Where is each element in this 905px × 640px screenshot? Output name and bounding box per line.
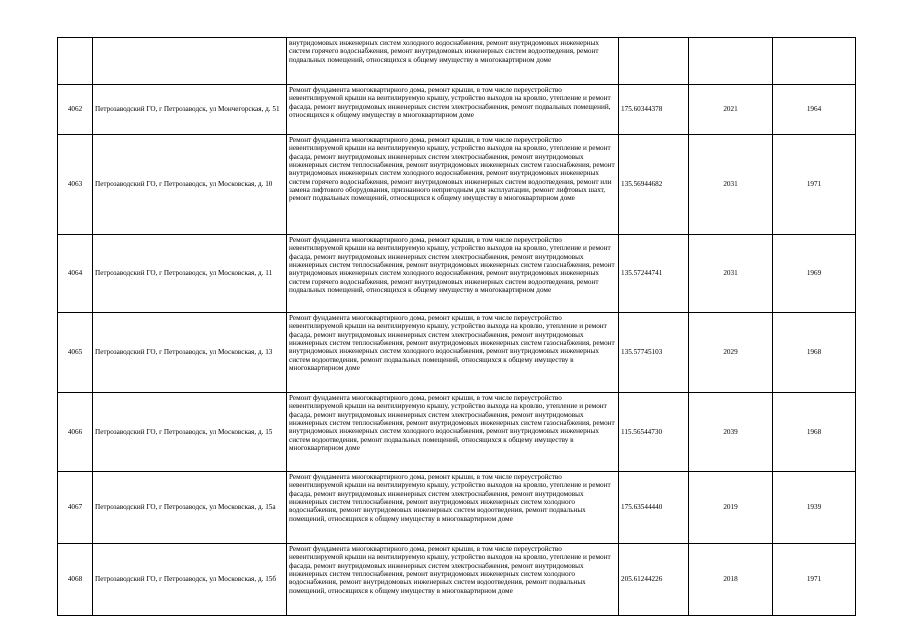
repair-year-cell: 2029: [689, 313, 773, 393]
table-row: [58, 38, 856, 85]
address-cell: Петрозаводский ГО, г Петрозаводск, ул Московская, д. 13: [93, 313, 287, 393]
repair-year-cell: 2039: [689, 393, 773, 472]
area-cell: 205.61244226: [619, 544, 689, 616]
repair-year-cell: 2031: [689, 235, 773, 313]
works-cell: Ремонт фундамента многоквартирного дома, ремонт крыши, в том числе переустройство невентилируемой крыши на вентилируемую крышу, устройство выходов на кровлю, утепление и ремонт фасада, ремонт внутридомовых инженерных систем электроснабжения, ремонт внутридомовых инженерных систем теплоснабжения, ремонт внутридомовых инженерных систем холодного водоснабжения, ремонт внутридомовых инженерных систем водоотведения, ремонт подвальных помещений, относящихся к общему имуществу в многоквартирном доме: [287, 472, 619, 544]
area-cell: 175.63544440: [619, 472, 689, 544]
table-row: [58, 313, 856, 393]
table-row: [58, 472, 856, 544]
address-cell: Петрозаводский ГО, г Петрозаводск, ул Московская, д. 11: [93, 235, 287, 313]
built-year-cell: [773, 38, 856, 85]
built-year-cell: 1968: [773, 313, 856, 393]
table-row: [58, 544, 856, 616]
row-number: 4068: [58, 544, 93, 616]
works-cell: Ремонт фундамента многоквартирного дома, ремонт крыши, в том числе переустройство невентилируемой крыши на вентилируемую крышу, устройство выходов на кровлю, утепление и ремонт фасада, ремонт внутридомовых инженерных систем электроснабжения, ремонт внутридомовых инженерных систем теплоснабжения, ремонт внутридомовых инженерных систем холодного водоснабжения, ремонт внутридомовых инженерных систем водоотведения, ремонт подвальных помещений, относящихся к общему имуществу в многоквартирном доме: [287, 544, 619, 616]
table-row: [58, 85, 856, 135]
works-cell: Ремонт фундамента многоквартирного дома, ремонт крыши, в том числе переустройство невентилируемой крыши на вентилируемую крышу, устройство выходов на кровлю, утепление и ремонт фасада, ремонт внутридомовых инженерных систем электроснабжения, ремонт внутридомовых инженерных систем теплоснабжения, ремонт внутридомовых инженерных систем газоснабжения, ремонт внутридомовых инженерных систем холодного водоснабжения, ремонт внутридомовых инженерных систем горячего водоснабжения, ремонт внутридомовых инженерных систем водоотведения, ремонт подвальных помещений, относящихся к общему имуществу в многоквартирном доме: [287, 235, 619, 313]
works-cell: Ремонт фундамента многоквартирного дома, ремонт крыши, в том числе переустройство невентилируемой крыши на вентилируемую крышу, устройство выхода на кровлю, утепление и ремонт фасада, ремонт внутридомовых инженерных систем электроснабжения, ремонт внутридомовых инженерных систем теплоснабжения, ремонт внутридомовых инженерных систем газоснабжения, ремонт внутридомовых инженерных систем холодного водоснабжения, ремонт внутридомовых инженерных систем водоотведения, ремонт подвальных помещений, относящихся к общему имуществу в многоквартирном доме: [287, 393, 619, 472]
works-cell: Ремонт фундамента многоквартирного дома, ремонт крыши, в том числе переустройство невентилируемой крыши на вентилируемую крышу, устройство выходов на кровлю, утепление и ремонт фасада, ремонт внутридомовых инженерных систем электроснабжения, ремонт подвальных помещений, относящихся к общему имуществу в многоквартирном доме: [287, 85, 619, 135]
repair-year-cell: 2021: [689, 85, 773, 135]
table-row: [58, 235, 856, 313]
repair-year-cell: 2019: [689, 472, 773, 544]
repair-year-cell: 2018: [689, 544, 773, 616]
area-cell: 175.60344378: [619, 85, 689, 135]
works-cell: Ремонт фундамента многоквартирного дома, ремонт крыши, в том числе переустройство невентилируемой крыши на вентилируемую крышу, устройство выхода на кровлю, утепление и ремонт фасада, ремонт внутридомовых инженерных систем электроснабжения, ремонт внутридомовых инженерных систем теплоснабжения, ремонт внутридомовых инженерных систем газоснабжения, ремонт внутридомовых инженерных систем холодного водоснабжения, ремонт внутридомовых инженерных систем водоотведения, ремонт подвальных помещений, относящихся к общему имуществу в многоквартирном доме: [287, 313, 619, 393]
area-cell: 135.57745103: [619, 313, 689, 393]
table-row: [58, 135, 856, 235]
built-year-cell: 1964: [773, 85, 856, 135]
row-number: [58, 38, 93, 85]
built-year-cell: 1968: [773, 393, 856, 472]
area-cell: [619, 38, 689, 85]
address-cell: Петрозаводский ГО, г Петрозаводск, ул Московская, д. 15: [93, 393, 287, 472]
capital-repair-table: [57, 37, 856, 616]
area-cell: 135.56944682: [619, 135, 689, 235]
row-number: 4062: [58, 85, 93, 135]
address-cell: Петрозаводский ГО, г Петрозаводск, ул Московская, д. 10: [93, 135, 287, 235]
area-cell: 115.56544730: [619, 393, 689, 472]
area-cell: 135.57244741: [619, 235, 689, 313]
built-year-cell: 1969: [773, 235, 856, 313]
table-row: [58, 393, 856, 472]
works-cell: внутридомовых инженерных систем холодного водоснабжения, ремонт внутридомовых инженерных систем горячего водоснабжения, ремонт внутридомовых инженерных систем водоотведения, ремонт подвальных помещений, относящихся к общему имуществу в многоквартирном доме: [287, 38, 619, 85]
built-year-cell: 1939: [773, 472, 856, 544]
built-year-cell: 1971: [773, 544, 856, 616]
row-number: 4064: [58, 235, 93, 313]
built-year-cell: 1971: [773, 135, 856, 235]
row-number: 4065: [58, 313, 93, 393]
row-number: 4066: [58, 393, 93, 472]
repair-year-cell: 2031: [689, 135, 773, 235]
repair-year-cell: [689, 38, 773, 85]
address-cell: Петрозаводский ГО, г Петрозаводск, ул Мончегорская, д. 51: [93, 85, 287, 135]
row-number: 4063: [58, 135, 93, 235]
works-cell: Ремонт фундамента многоквартирного дома, ремонт крыши, в том числе переустройство невентилируемой крыши на вентилируемую крышу, устройство выходов на кровлю, утепление и ремонт фасада, ремонт внутридомовых инженерных систем электроснабжения, ремонт внутридомовых инженерных систем теплоснабжения, ремонт внутридомовых инженерных систем газоснабжения, ремонт внутридомовых инженерных систем холодного водоснабжения, ремонт внутридомовых инженерных систем горячего водоснабжения, ремонт внутридомовых инженерных систем водоотведения, ремонт или замена лифтового оборудования, признанного непригодным для эксплуатации, ремонт лифтовых шахт, ремонт подвальных помещений, относящихся к общему имуществу в многоквартирном доме: [287, 135, 619, 235]
address-cell: Петрозаводский ГО, г Петрозаводск, ул Московская, д. 15б: [93, 544, 287, 616]
row-number: 4067: [58, 472, 93, 544]
address-cell: [93, 38, 287, 85]
address-cell: Петрозаводский ГО, г Петрозаводск, ул Московская, д. 15а: [93, 472, 287, 544]
